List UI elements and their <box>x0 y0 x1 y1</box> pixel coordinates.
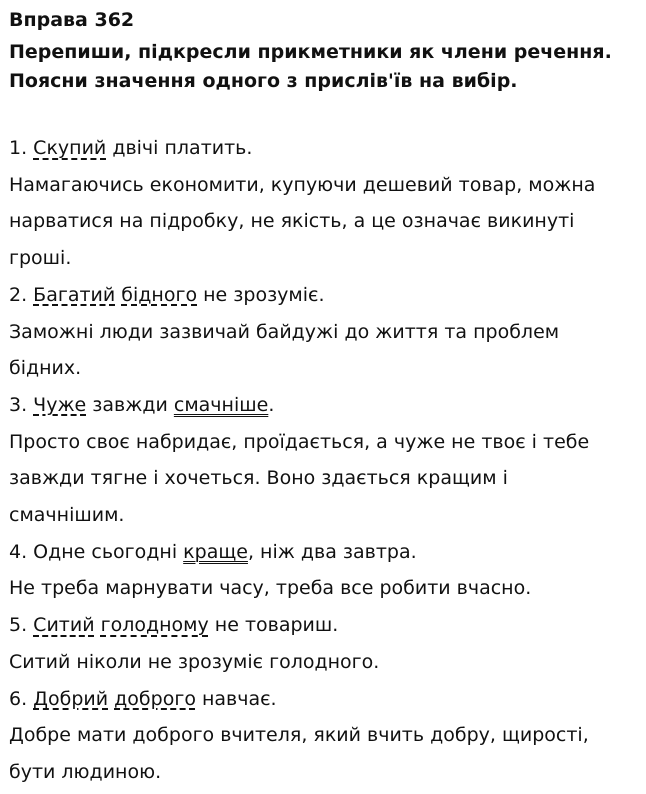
proverb-line: 6. Добрий доброго навчає. <box>9 687 277 710</box>
underlined-adjective: голодному <box>100 614 209 637</box>
proverb-1 <box>9 130 646 277</box>
proverb-line: 2. Багатий бідного не зрозуміє. <box>9 283 325 306</box>
underlined-adjective: Чуже <box>33 393 87 416</box>
explanation-line: бути людиною. <box>9 760 162 783</box>
proverb-line: 1. Скупий двічі платить. <box>9 137 253 159</box>
explanation-line: смачнішим. <box>9 504 125 527</box>
proverb-3 <box>9 387 646 534</box>
explanation-line: Заможні люди зазвичай байдужі до життя та проблем <box>9 320 560 343</box>
underlined-adjective: смачніше <box>173 393 269 416</box>
underlined-adjective: Багатий <box>33 283 116 306</box>
proverb-2 <box>9 277 646 387</box>
exercise-title: Вправа 362 <box>9 9 135 31</box>
underlined-adjective: Добрий <box>33 687 109 710</box>
proverb-4 <box>9 534 646 607</box>
task-line-1: Перепиши, підкресли прикметники як члени речення. <box>9 41 612 63</box>
explanation-line: гроші. <box>9 247 72 270</box>
explanation-line: Добре мати доброго вчителя, який вчить добру, щирості, <box>9 724 589 747</box>
proverb-line: 3. Чуже завжди смачніше. <box>9 393 275 416</box>
exercise-heading <box>9 6 646 96</box>
task-line-2: Поясни значення одного з прислів'їв на вибір. <box>9 70 518 92</box>
underlined-adjective: доброго <box>114 687 196 710</box>
explanation-line: завжди тягне і хочеться. Воно здається кращим і <box>9 467 508 490</box>
underlined-adjective: Скупий <box>33 137 107 159</box>
explanation-line: Просто своє набридає, проїдається, а чуже не твоє і тебе <box>9 430 590 453</box>
explanation-line: Не треба марнувати часу, треба все робити вчасно. <box>9 577 532 600</box>
explanation-line: Намагаючись економити, купуючи дешевий товар, можна <box>9 173 596 196</box>
proverb-6 <box>9 681 646 791</box>
proverb-line: 5. Ситий голодному не товариш. <box>9 614 339 637</box>
proverb-line: 4. Одне сьогодні краще, ніж два завтра. <box>9 540 417 563</box>
explanation-line: нарватися на підробку, не якість, а це означає викинуті <box>9 210 575 233</box>
proverb-5 <box>9 607 646 680</box>
explanation-line: Ситий ніколи не зрозуміє голодного. <box>9 650 380 673</box>
underlined-adjective: бідного <box>121 283 198 306</box>
explanation-line: бідних. <box>9 357 82 380</box>
underlined-adjective: краще <box>183 540 248 563</box>
underlined-adjective: Ситий <box>33 614 95 637</box>
